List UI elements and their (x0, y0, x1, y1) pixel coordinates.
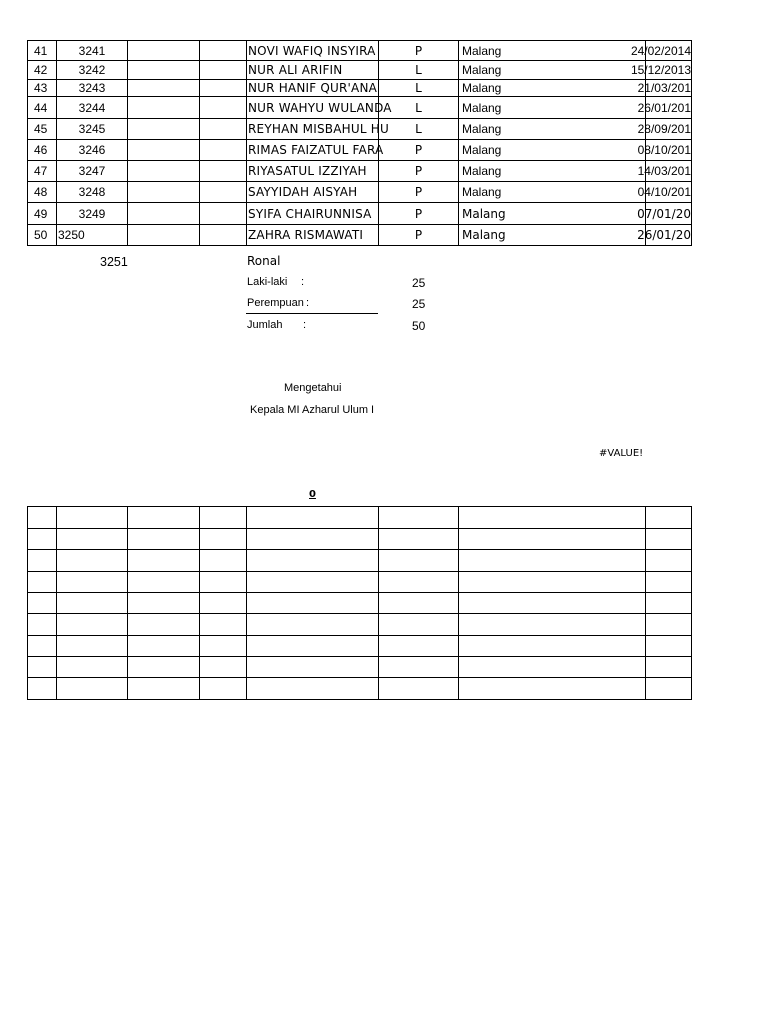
blank-row (28, 593, 692, 614)
empty-cell (247, 614, 379, 636)
student-name: SAYYIDAH AISYAH (247, 182, 379, 203)
empty-cell (200, 614, 247, 636)
student-name: SYIFA CHAIRUNNISA (247, 203, 379, 225)
student-birthdate: 04/10/201 (646, 182, 692, 203)
empty-cell (128, 550, 200, 572)
empty-cell (646, 593, 692, 614)
student-birthdate: 26/01/20 (646, 225, 692, 246)
empty-cell (247, 636, 379, 657)
empty-cell (379, 614, 459, 636)
empty-cell (459, 657, 646, 678)
empty-cell (459, 529, 646, 550)
empty-cell (128, 678, 200, 700)
empty-cell (200, 161, 247, 182)
empty-cell (200, 140, 247, 161)
student-sex: L (379, 80, 459, 97)
empty-cell (247, 507, 379, 529)
blank-row (28, 572, 692, 593)
student-sex: L (379, 119, 459, 140)
empty-cell (646, 657, 692, 678)
empty-cell (646, 572, 692, 593)
student-birthplace: Malang (459, 97, 646, 119)
student-id: 3250 (57, 225, 128, 246)
empty-cell (128, 97, 200, 119)
student-row (28, 80, 692, 97)
principal-title: Kepala MI Azharul Ulum I (250, 404, 375, 416)
row-number: 48 (28, 182, 57, 203)
student-birthdate: 28/09/201 (646, 119, 692, 140)
student-row (28, 61, 692, 80)
student-sex: P (379, 161, 459, 182)
empty-cell (200, 182, 247, 203)
total-count: 50 (412, 319, 426, 333)
row-number: 43 (28, 80, 57, 97)
empty-cell (200, 119, 247, 140)
empty-cell (128, 161, 200, 182)
student-birthdate: 26/01/201 (646, 97, 692, 119)
empty-cell (459, 636, 646, 657)
student-name: ZAHRA RISMAWATI (247, 225, 379, 246)
empty-cell (128, 593, 200, 614)
student-sex: P (379, 182, 459, 203)
student-name: NUR HANIF QUR'ANA (248, 81, 378, 95)
student-row (28, 119, 692, 140)
empty-cell (128, 225, 200, 246)
empty-cell (379, 550, 459, 572)
student-birthdate: 14/03/201 (646, 161, 692, 182)
empty-cell (646, 636, 692, 657)
empty-cell (459, 550, 646, 572)
empty-cell (459, 593, 646, 614)
student-row (28, 41, 692, 61)
error-value: #VALUE! (599, 448, 644, 459)
empty-cell (200, 80, 247, 97)
blank-row (28, 657, 692, 678)
empty-cell (28, 550, 57, 572)
student-id: 3245 (57, 119, 128, 140)
student-sex: P (379, 225, 459, 246)
student-name: REYHAN MISBAHUL HU (247, 119, 379, 140)
student-birthplace: Malang (459, 119, 646, 140)
student-row (28, 140, 692, 161)
student-id: 3243 (57, 80, 128, 97)
empty-cell (379, 572, 459, 593)
student-row (28, 97, 692, 119)
student-birthplace: Malang (459, 182, 646, 203)
empty-cell (128, 657, 200, 678)
empty-cell (646, 550, 692, 572)
empty-cell (200, 41, 247, 61)
student-name: NUR ALI ARIFIN (247, 61, 379, 80)
blank-row (28, 529, 692, 550)
empty-cell (200, 97, 247, 119)
empty-cell (200, 507, 247, 529)
empty-cell (128, 41, 200, 61)
empty-cell (459, 507, 646, 529)
empty-cell (646, 614, 692, 636)
empty-cell (57, 657, 128, 678)
student-birthplace: Malang (459, 225, 646, 246)
empty-cell (28, 614, 57, 636)
principal-name: 0 (309, 489, 316, 500)
student-sex: P (379, 203, 459, 225)
row-number: 46 (28, 140, 57, 161)
summary-divider (246, 313, 378, 314)
row-number: 44 (28, 97, 57, 119)
male-label: Laki-laki (247, 276, 288, 288)
empty-cell (646, 507, 692, 529)
student-id: 3248 (57, 182, 128, 203)
student-id: 3249 (57, 203, 128, 225)
row-number: 49 (28, 203, 57, 225)
empty-cell (200, 61, 247, 80)
student-birthdate: 21/03/201 (637, 81, 691, 95)
empty-cell (57, 636, 128, 657)
empty-cell (379, 529, 459, 550)
student-row (28, 225, 692, 246)
student-birthdate: 08/10/201 (646, 140, 692, 161)
empty-cell (247, 572, 379, 593)
student-sex: P (379, 41, 459, 61)
empty-cell (128, 203, 200, 225)
empty-cell (379, 636, 459, 657)
row-number: 45 (28, 119, 57, 140)
student-birthplace: Malang (459, 140, 646, 161)
student-birthdate: 07/01/20 (646, 203, 692, 225)
empty-cell (128, 614, 200, 636)
blank-row (28, 507, 692, 529)
male-count: 25 (412, 276, 426, 290)
student-row (28, 203, 692, 225)
male-colon: : (301, 276, 305, 288)
total-colon: : (303, 319, 307, 331)
empty-cell (57, 678, 128, 700)
empty-cell (459, 572, 646, 593)
row-number: 41 (28, 41, 57, 61)
empty-cell (379, 678, 459, 700)
extra-student-id: 3251 (100, 255, 128, 269)
student-name: NOVI WAFIQ INSYIRA (247, 41, 379, 61)
student-birthdate: 24/02/2014 (646, 41, 692, 61)
empty-cell (28, 678, 57, 700)
empty-cell (28, 657, 57, 678)
acknowledge-label: Mengetahui (284, 382, 342, 394)
empty-cell (200, 678, 247, 700)
student-row (28, 182, 692, 203)
empty-cell (128, 507, 200, 529)
student-id: 3242 (57, 61, 128, 80)
empty-cell (57, 507, 128, 529)
empty-cell (379, 507, 459, 529)
student-birthdate: 15/12/2013 (646, 61, 692, 80)
student-sex: P (379, 140, 459, 161)
student-birthplace: Malang (459, 41, 646, 61)
empty-cell (28, 636, 57, 657)
student-birthplace: Malang (459, 61, 646, 80)
empty-cell (28, 572, 57, 593)
student-sex: L (379, 97, 459, 119)
student-id: 3244 (57, 97, 128, 119)
student-birthplace: Malang (459, 161, 646, 182)
empty-cell (200, 550, 247, 572)
student-birthplace: Malang (459, 80, 646, 97)
empty-cell (247, 657, 379, 678)
female-colon: : (306, 297, 310, 309)
student-sex: L (379, 61, 459, 80)
empty-cell (57, 529, 128, 550)
empty-cell (128, 529, 200, 550)
empty-cell (128, 636, 200, 657)
empty-cell (28, 593, 57, 614)
empty-cell (200, 225, 247, 246)
empty-cell (200, 203, 247, 225)
empty-cell (28, 529, 57, 550)
empty-cell (128, 61, 200, 80)
empty-cell (57, 550, 128, 572)
empty-cell (459, 614, 646, 636)
empty-cell (247, 529, 379, 550)
row-number: 50 (28, 225, 57, 246)
student-birthplace: Malang (459, 203, 646, 225)
blank-row (28, 678, 692, 700)
empty-cell (128, 80, 200, 97)
empty-cell (379, 593, 459, 614)
blank-table (27, 506, 692, 700)
blank-row (28, 614, 692, 636)
student-row (28, 161, 692, 182)
student-id: 3241 (57, 41, 128, 61)
empty-cell (200, 572, 247, 593)
empty-cell (379, 657, 459, 678)
empty-cell (28, 507, 57, 529)
female-count: 25 (412, 297, 426, 311)
empty-cell (459, 678, 646, 700)
empty-cell (128, 182, 200, 203)
blank-row (28, 636, 692, 657)
empty-cell (247, 593, 379, 614)
extra-student-name: Ronal (247, 254, 281, 268)
empty-cell (128, 140, 200, 161)
female-label: Perempuan (247, 297, 304, 309)
empty-cell (247, 678, 379, 700)
empty-cell (128, 572, 200, 593)
row-number: 42 (28, 61, 57, 80)
empty-cell (646, 678, 692, 700)
student-id: 3247 (57, 161, 128, 182)
empty-cell (57, 572, 128, 593)
student-name: RIMAS FAIZATUL FARA (247, 140, 379, 161)
empty-cell (646, 529, 692, 550)
student-name: RIYASATUL IZZIYAH (247, 161, 379, 182)
empty-cell (200, 593, 247, 614)
total-label: Jumlah (247, 319, 283, 331)
student-id: 3246 (57, 140, 128, 161)
empty-cell (57, 614, 128, 636)
empty-cell (200, 657, 247, 678)
row-number: 47 (28, 161, 57, 182)
empty-cell (200, 636, 247, 657)
student-table (27, 40, 692, 246)
blank-row (28, 550, 692, 572)
empty-cell (57, 593, 128, 614)
empty-cell (128, 119, 200, 140)
empty-cell (247, 550, 379, 572)
student-name: NUR WAHYU WULANDA (247, 97, 379, 119)
empty-cell (200, 529, 247, 550)
